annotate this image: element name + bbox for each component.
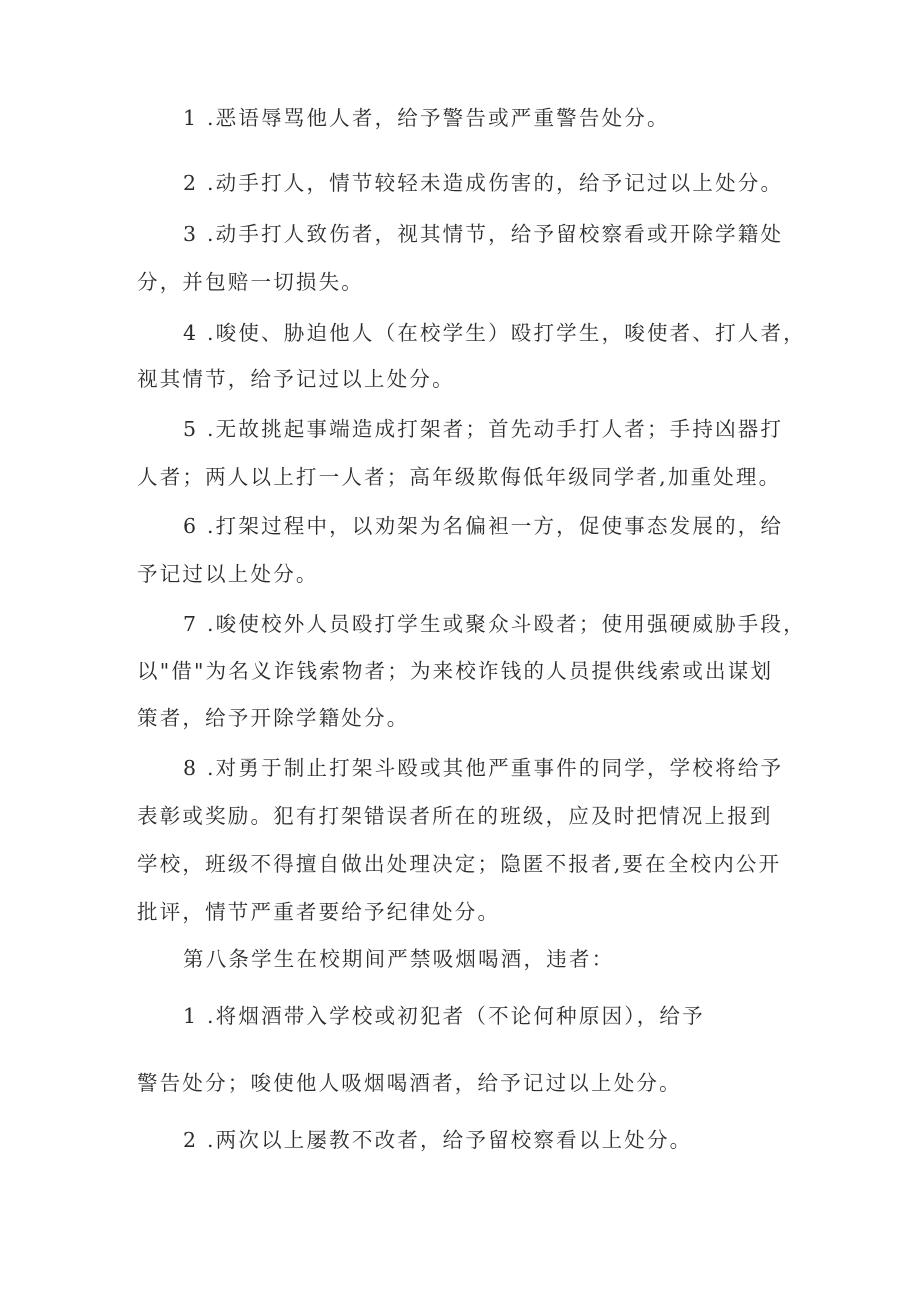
rule-3-line-1: 3 .动手打人致伤者，视其情节，给予留校察看或开除学籍处 bbox=[183, 222, 784, 246]
rule-2-line-1: 2 .动手打人，情节较轻未造成伤害的，给予记过以上处分。 bbox=[183, 171, 784, 195]
rule-4-line-1: 4 .唆使、胁迫他人（在校学生）殴打学生，唆使者、打人者， bbox=[183, 321, 806, 345]
article-8-rule-1-line-2: 警告处分；唆使他人吸烟喝酒者，给予记过以上处分。 bbox=[137, 1071, 682, 1095]
rule-1-line-1: 1 .恶语辱骂他人者，给予警告或严重警告处分。 bbox=[183, 106, 670, 130]
rule-5-line-1: 5 .无故挑起事端造成打架者；首先动手打人者；手持凶器打 bbox=[183, 417, 784, 441]
rule-3-line-2: 分，并包赔一切损失。 bbox=[137, 270, 364, 294]
article-8-rule-2-line-1: 2 .两次以上屡教不改者，给予留校察看以上处分。 bbox=[183, 1128, 693, 1152]
rule-4-line-2: 视其情节，给予记过以上处分。 bbox=[137, 367, 455, 391]
rule-7-line-3: 策者，给予开除学籍处分。 bbox=[137, 706, 410, 730]
rule-7-line-2: 以"借"为名义诈钱索物者；为来校诈钱的人员提供线索或出谋划 bbox=[137, 659, 774, 683]
rule-5-line-2: 人者；两人以上打一人者；高年级欺侮低年级同学者,加重处理。 bbox=[137, 465, 782, 489]
rule-8-line-1: 8 .对勇于制止打架斗殴或其他严重事件的同学，学校将给予 bbox=[183, 756, 784, 780]
article-8-heading: 第八条学生在校期间严禁吸烟喝酒，违者： bbox=[183, 947, 615, 971]
rule-6-line-2: 予记过以上处分。 bbox=[137, 562, 319, 586]
rule-6-line-1: 6 .打架过程中，以劝架为名偏袒一方，促使事态发展的，给 bbox=[183, 514, 784, 538]
rule-7-line-1: 7 .唆使校外人员殴打学生或聚众斗殴者；使用强硬威胁手段， bbox=[183, 612, 806, 636]
rule-8-line-3: 学校，班级不得擅自做出处理决定；隐匿不报者,要在全校内公开 bbox=[137, 852, 782, 876]
rule-8-line-4: 批评，情节严重者要给予纪律处分。 bbox=[137, 900, 501, 924]
article-8-rule-1-line-1: 1 .将烟酒带入学校或初犯者（不论何种原因），给予 bbox=[183, 1004, 705, 1028]
rule-8-line-2: 表彰或奖励。犯有打架错误者所在的班级，应及时把情况上报到 bbox=[137, 804, 773, 828]
